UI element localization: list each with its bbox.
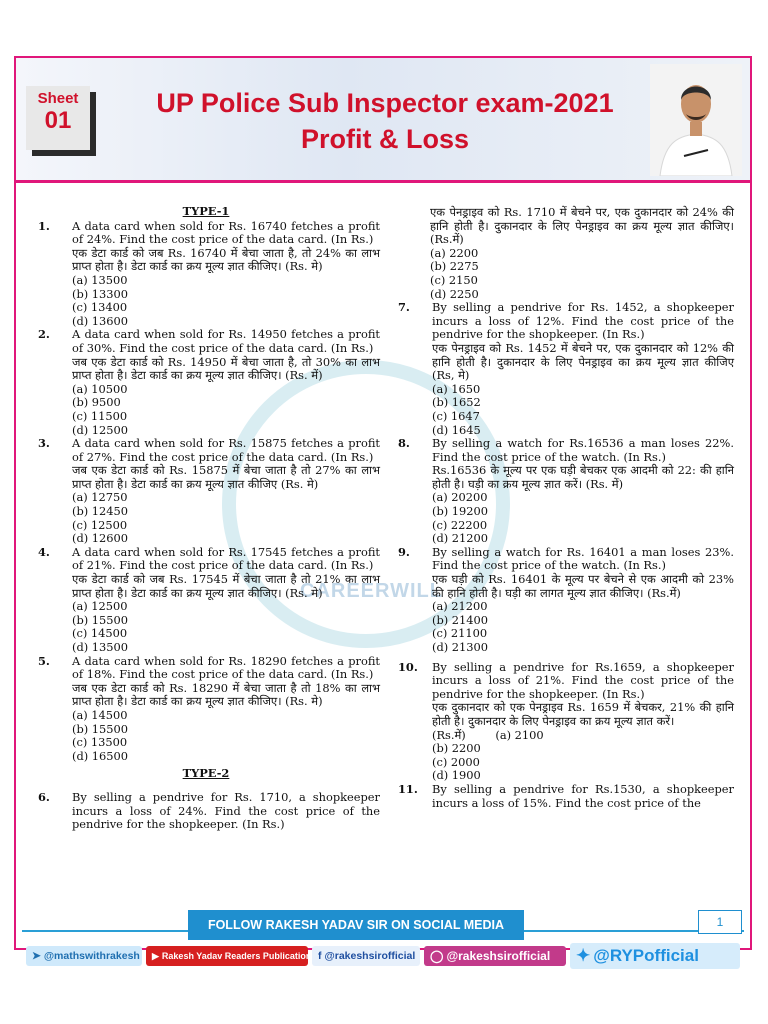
question-9 [392,546,734,655]
option-a: (a) 12750 [72,490,128,505]
instagram-handle: @rakeshsirofficial [446,949,551,963]
option-b: (b) 2275 [430,259,479,274]
question-number: 11. [398,781,418,796]
question-text-hindi: Rs.16536 के मूल्य पर एक घड़ी बेचकर एक आदमी को 22: की हानि होती है। घड़ी का क्रय मूल्य ज्ञात करें। (Rs. में) [432,463,734,491]
twitter-handle: @RYPofficial [593,946,699,965]
question-text: By selling a pendrive for Rs.1530, a shopkeeper incurs a loss of 15%. Find the cost price of the [432,781,734,810]
right-column [392,206,734,810]
question-text-hindi: एक पेनड्राइव को Rs. 1452 में बेचने पर, एक दुकानदार को 12% की हानि होती है। दुकानदार के लिए पेनड्राइव का क्रय मूल्य ज्ञात कीजिए (Rs, मे) [432,340,734,383]
question-text-hindi: जब एक डेटा कार्ड को Rs. 15875 में बेचा जाता है तो 27% का लाभ प्राप्त होता है। डेटा कार्ड का क्रय मूल्य ज्ञात कीजिए (Rs. मे) [72,463,380,491]
option-a: (a) 13500 [72,272,128,287]
question-6-continued [430,206,734,301]
option-b: (b) 12450 [72,504,129,519]
question-7 [392,301,734,437]
question-number: 1. [38,218,50,233]
sheet-number: 01 [44,107,72,134]
option-c: (c) 21100 [432,626,488,641]
question-text: By selling a pendrive for Rs. 1452, a shopkeeper incurs a loss of 12%. Find the cost price of the pendrive for the shopkeeper. (In Rs.) [432,300,734,342]
question-number: 4. [38,544,50,559]
section-heading: TYPE-1 [182,204,230,218]
option-b: (b) 9500 [72,395,121,410]
option-c: (c) 11500 [72,408,128,423]
option-c: (c) 13500 [72,735,128,750]
option-a: (a) 2100 [495,727,544,742]
question-text-hindi: जब एक डेटा कार्ड को Rs. 14950 में बेचा जाता है, तो 30% का लाभ प्राप्त होता है। डेटा कार्ड का क्रय मूल्य ज्ञात कीजिए। (Rs. में) [72,354,380,383]
instagram-link[interactable] [424,946,566,966]
question-4 [32,546,380,655]
option-d: (d) 13600 [72,313,129,328]
facebook-link[interactable] [312,946,420,966]
twitter-link[interactable] [570,943,740,969]
option-d: (d) 1900 [432,768,481,783]
section-heading: TYPE-2 [182,766,230,781]
question-10 [392,661,734,783]
unit-note: (Rs.में) [432,727,466,742]
twitter-icon: ✦ [576,946,591,965]
sheet-badge [26,86,90,150]
option-c: (c) 2000 [432,754,480,769]
watermark-text: CAREERWILL [300,580,443,602]
youtube-handle: Rakesh Yadav Readers Publication [161,951,312,961]
option-c: (c) 22200 [432,517,488,532]
option-c: (c) 12500 [72,517,128,532]
left-column [32,205,380,832]
question-6 [32,791,380,832]
page-title: UP Police Sub Inspector exam-2021 [156,88,614,118]
question-text: By selling a watch for Rs.16536 a man loses 22%. Find the cost price of the watch. (In Rs.) [432,436,734,464]
option-d: (d) 13500 [72,640,129,654]
question-text-hindi: एक घड़ी को Rs. 16401 के मूल्य पर बेचने से एक आदमी को 23% की हानि होती है। घड़ी का लागत मूल्य ज्ञात कीजिए। (Rs.में) [432,572,734,600]
telegram-handle: @mathswithrakesh [43,950,140,962]
question-number: 3. [38,436,50,451]
option-c: (c) 13400 [72,300,128,315]
question-text: A data card when sold for Rs. 18290 fetches a profit of 18%. Find the cost price of the data card. (In Rs.) [72,653,380,682]
option-c: (c) 14500 [72,626,128,641]
question-text: A data card when sold for Rs. 15875 fetches a profit of 27%. Find the cost price of the data card. (In Rs.) [72,436,380,464]
option-d: (d) 1645 [432,422,481,437]
option-d: (d) 12500 [72,422,129,437]
question-text: By selling a watch for Rs. 16401 a man loses 23%. Find the cost price of the watch. (In Rs.) [432,544,734,573]
question-text-hindi: एक पेनड्राइव को Rs. 1710 में बेचने पर, एक दुकानदार को 24% की हानि होती है। दुकानदार के लिए पेनड्राइव का क्रय मूल्य ज्ञात कीजिए। (Rs.में) [430,205,734,247]
option-d: (d) 12600 [72,531,129,546]
question-text: By selling a pendrive for Rs.1659, a shopkeeper incurs a loss of 21%. Find the cost price of the pendrive for the shopkeeper. (In Rs.) [432,659,734,701]
option-a: (a) 10500 [72,381,128,396]
option-d: (d) 21200 [432,531,489,546]
question-text: A data card when sold for Rs. 17545 fetches a profit of 21%. Find the cost price of the data card. (In Rs.) [72,544,380,573]
header-banner [16,58,750,180]
option-d: (d) 2250 [430,286,479,301]
option-c: (c) 2150 [430,272,478,287]
facebook-handle: @rakeshsirofficial [324,950,416,962]
option-b: (b) 15500 [72,612,129,627]
question-number: 10. [398,659,418,674]
question-text-hindi: जब एक डेटा कार्ड को Rs. 18290 में बेचा जाता है तो 18% का लाभ प्राप्त होता है। डेटा कार्ड का क्रय मूल्य ज्ञात कीजिए। (Rs. मे) [72,680,380,709]
option-b: (b) 13300 [72,286,129,301]
option-c: (c) 1647 [432,408,480,423]
youtube-icon: ▶ [152,951,159,961]
question-5 [32,655,380,764]
question-text: By selling a pendrive for Rs. 1710, a shopkeeper incurs a loss of 24%. Find the cost price of the pendrive for the shopkeeper. (In Rs.) [72,789,380,832]
option-a: (a) 2200 [430,245,479,260]
option-d: (d) 21300 [432,640,489,654]
telegram-link[interactable] [26,946,142,966]
page-number: 1 [698,910,742,934]
option-b: (b) 1652 [432,395,481,410]
option-d: (d) 16500 [72,748,129,763]
question-number: 2. [38,327,50,342]
question-11 [392,783,734,810]
question-number: 8. [398,436,410,451]
question-text-hindi: एक डेटा कार्ड को जब Rs. 17545 में बेचा जाता है तो 21% का लाभ प्राप्त होता है। डेटा कार्ड का क्रय मूल्य ज्ञात कीजिए। (Rs. मे) [72,572,380,600]
header-divider [16,180,750,183]
option-b: (b) 21400 [432,612,489,627]
option-a: (a) 1650 [432,381,481,396]
youtube-link[interactable] [146,946,312,966]
option-a: (a) 12500 [72,599,128,614]
question-text: A data card when sold for Rs. 16740 fetches a profit of 24%. Find the cost price of the data card. (In Rs.) [72,218,380,247]
question-text-hindi: एक दुकानदार को एक पेनड्राइव Rs. 1659 में बेचकर, 21% की हानि होती है। दुकानदार के लिए पेनड्राइव का क्रय मूल्य ज्ञात करें। [432,700,734,728]
question-number: 9. [398,544,410,559]
option-a: (a) 21200 [432,599,488,614]
telegram-icon: ➤ [32,950,41,962]
question-text: A data card when sold for Rs. 14950 fetches a profit of 30%. Find the cost price of the data card. (In Rs.) [72,327,380,355]
instagram-icon: ◯ [430,949,444,963]
option-a: (a) 14500 [72,707,128,722]
question-number: 7. [398,300,410,315]
option-b: (b) 19200 [432,504,489,519]
option-a: (a) 20200 [432,490,488,505]
question-number: 6. [38,789,50,804]
question-2 [32,328,380,437]
question-8 [392,437,734,546]
question-3 [32,437,380,546]
sheet-label: Sheet [37,90,79,107]
option-b: (b) 15500 [72,721,129,736]
facebook-icon: f [318,950,322,962]
option-b: (b) 2200 [432,741,481,756]
footer-banner: FOLLOW RAKESH YADAV SIR ON SOCIAL MEDIA [188,910,524,940]
question-number: 5. [38,653,50,668]
author-photo [650,64,742,176]
question-1 [32,220,380,329]
question-text-hindi: एक डेटा कार्ड को जब Rs. 16740 में बेचा जाता है, तो 24% का लाभ प्राप्त होता है। डेटा कार्ड का क्रय मूल्य ज्ञात कीजिए। (Rs. मे) [72,245,380,274]
page-subtitle: Profit & Loss [300,124,469,154]
